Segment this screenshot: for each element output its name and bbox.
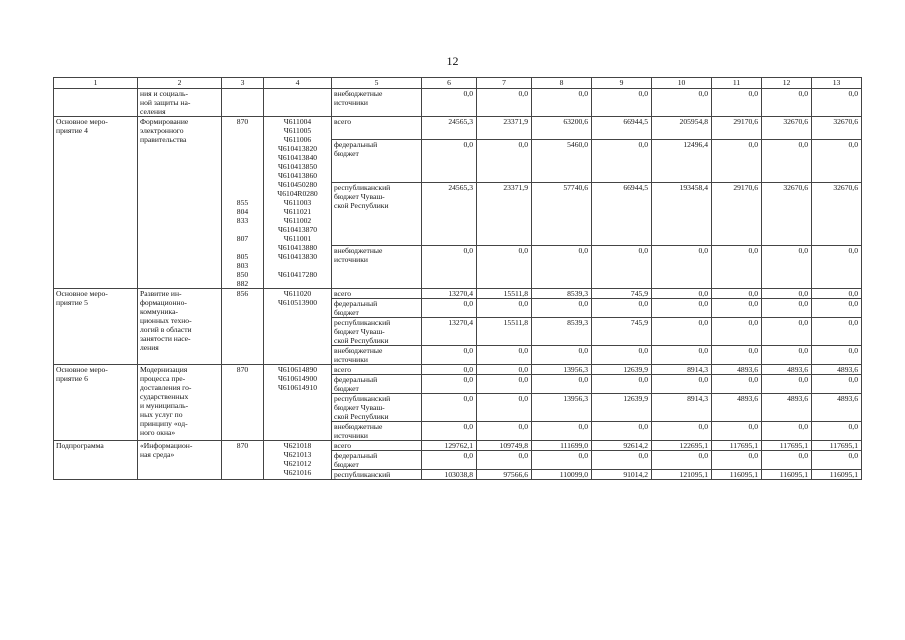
table-row bbox=[54, 441, 862, 451]
funding-value: 4893,6 bbox=[762, 365, 812, 375]
funding-value: 5460,0 bbox=[532, 139, 592, 182]
funding-value: 0,0 bbox=[712, 245, 762, 288]
funding-value: 0,0 bbox=[592, 346, 652, 365]
funding-source: республиканский бюджет Чуваш- ской Республики bbox=[332, 182, 422, 245]
table-row bbox=[54, 89, 862, 117]
column-header: 12 bbox=[762, 78, 812, 89]
funding-value: 0,0 bbox=[652, 318, 712, 346]
budget-classification-code bbox=[264, 89, 332, 117]
funding-value: 0,0 bbox=[422, 394, 477, 422]
funding-value: 0,0 bbox=[477, 346, 532, 365]
funding-value: 0,0 bbox=[422, 365, 477, 375]
funding-value: 8914,3 bbox=[652, 365, 712, 375]
funding-value: 0,0 bbox=[812, 245, 862, 288]
funding-value: 0,0 bbox=[652, 299, 712, 318]
funding-value: 8539,3 bbox=[532, 318, 592, 346]
funding-value: 0,0 bbox=[812, 289, 862, 299]
funding-value: 0,0 bbox=[532, 245, 592, 288]
funding-value: 0,0 bbox=[422, 299, 477, 318]
budget-classification-code: Ч621018 Ч621013 Ч621012 Ч621016 bbox=[264, 441, 332, 480]
funding-value: 0,0 bbox=[712, 289, 762, 299]
funding-value: 0,0 bbox=[477, 299, 532, 318]
funding-value: 92614,2 bbox=[592, 441, 652, 451]
funding-value: 0,0 bbox=[652, 451, 712, 470]
funding-value: 0,0 bbox=[762, 139, 812, 182]
funding-source: федеральный бюджет bbox=[332, 139, 422, 182]
funding-source: всего bbox=[332, 441, 422, 451]
measure-description: «Информацион- ная среда» bbox=[138, 441, 222, 480]
funding-value: 0,0 bbox=[712, 422, 762, 441]
funding-value: 13956,3 bbox=[532, 394, 592, 422]
header-row bbox=[54, 78, 862, 89]
budget-table bbox=[53, 77, 862, 480]
funding-value: 0,0 bbox=[592, 451, 652, 470]
funding-value: 0,0 bbox=[532, 299, 592, 318]
budget-classification-code: Ч611004 Ч611005 Ч611006 Ч610413820 Ч610413840 Ч610413850 Ч610413860 Ч610450280 Ч6104R0280 Ч611003 Ч611021 Ч611002 Ч610413870 Ч611001 Ч610413880 Ч610413830 Ч610417280 bbox=[264, 117, 332, 289]
funding-value: 0,0 bbox=[812, 139, 862, 182]
funding-source: федеральный бюджет bbox=[332, 299, 422, 318]
funding-value: 0,0 bbox=[762, 299, 812, 318]
funding-value: 8539,3 bbox=[532, 289, 592, 299]
budget-classification-code: Ч610614890 Ч610614900 Ч610614910 bbox=[264, 365, 332, 441]
measure-name: Подпрограмма bbox=[54, 441, 138, 480]
funding-value: 0,0 bbox=[592, 422, 652, 441]
funding-value: 121095,1 bbox=[652, 470, 712, 480]
column-header: 10 bbox=[652, 78, 712, 89]
funding-value: 745,9 bbox=[592, 318, 652, 346]
funding-value: 13270,4 bbox=[422, 289, 477, 299]
measure-name bbox=[54, 89, 138, 117]
column-header: 8 bbox=[532, 78, 592, 89]
column-header: 6 bbox=[422, 78, 477, 89]
funding-source: федеральный бюджет bbox=[332, 375, 422, 394]
funding-value: 0,0 bbox=[422, 346, 477, 365]
funding-value: 117695,1 bbox=[712, 441, 762, 451]
funding-value: 0,0 bbox=[762, 89, 812, 117]
funding-value: 12639,9 bbox=[592, 365, 652, 375]
column-header: 5 bbox=[332, 78, 422, 89]
funding-value: 0,0 bbox=[812, 451, 862, 470]
funding-value: 15511,8 bbox=[477, 318, 532, 346]
funding-value: 24565,3 bbox=[422, 182, 477, 245]
funding-value: 0,0 bbox=[592, 89, 652, 117]
funding-value: 0,0 bbox=[592, 299, 652, 318]
column-header: 2 bbox=[138, 78, 222, 89]
funding-value: 0,0 bbox=[762, 375, 812, 394]
funding-source: всего bbox=[332, 365, 422, 375]
funding-value: 0,0 bbox=[652, 422, 712, 441]
funding-value: 111699,0 bbox=[532, 441, 592, 451]
funding-value: 13956,3 bbox=[532, 365, 592, 375]
funding-value: 0,0 bbox=[762, 318, 812, 346]
funding-value: 0,0 bbox=[812, 89, 862, 117]
funding-source: республиканский бюджет Чуваш- ской Республики bbox=[332, 394, 422, 422]
measure-description: Формирование электронного правительства bbox=[138, 117, 222, 289]
funding-value: 0,0 bbox=[762, 346, 812, 365]
funding-value: 4893,6 bbox=[812, 394, 862, 422]
funding-value: 0,0 bbox=[712, 346, 762, 365]
funding-value: 0,0 bbox=[762, 422, 812, 441]
executor-code bbox=[222, 89, 264, 117]
column-header: 9 bbox=[592, 78, 652, 89]
funding-value: 4893,6 bbox=[762, 394, 812, 422]
funding-source: внебюджетные источники bbox=[332, 346, 422, 365]
funding-value: 0,0 bbox=[532, 346, 592, 365]
funding-source: внебюджетные источники bbox=[332, 89, 422, 117]
executor-code: 870 bbox=[222, 441, 264, 480]
funding-value: 63200,6 bbox=[532, 117, 592, 140]
measure-name: Основное меро- приятие 4 bbox=[54, 117, 138, 289]
funding-value: 0,0 bbox=[812, 375, 862, 394]
funding-value: 0,0 bbox=[477, 139, 532, 182]
funding-value: 0,0 bbox=[477, 375, 532, 394]
funding-value: 0,0 bbox=[712, 318, 762, 346]
funding-value: 122695,1 bbox=[652, 441, 712, 451]
table-row bbox=[54, 289, 862, 299]
executor-code: 870 855 804 833 807 805 803 850 882 bbox=[222, 117, 264, 289]
funding-value: 117695,1 bbox=[812, 441, 862, 451]
measure-description: Развитие ин- формационно- коммуника- ционных техно- логий в области занятости насе- ления bbox=[138, 289, 222, 365]
funding-source: федеральный бюджет bbox=[332, 451, 422, 470]
funding-value: 0,0 bbox=[477, 245, 532, 288]
funding-value: 117695,1 bbox=[762, 441, 812, 451]
funding-value: 0,0 bbox=[712, 139, 762, 182]
funding-value: 32670,6 bbox=[812, 182, 862, 245]
funding-value: 0,0 bbox=[422, 451, 477, 470]
funding-value: 116095,1 bbox=[762, 470, 812, 480]
funding-value: 8914,3 bbox=[652, 394, 712, 422]
funding-source: республиканский бюджет Чуваш- ской Республики bbox=[332, 318, 422, 346]
funding-value: 109749,8 bbox=[477, 441, 532, 451]
measure-name: Основное меро- приятие 5 bbox=[54, 289, 138, 365]
funding-value: 0,0 bbox=[532, 451, 592, 470]
funding-value: 205954,8 bbox=[652, 117, 712, 140]
funding-value: 32670,6 bbox=[812, 117, 862, 140]
funding-value: 24565,3 bbox=[422, 117, 477, 140]
funding-value: 116095,1 bbox=[812, 470, 862, 480]
funding-value: 12496,4 bbox=[652, 139, 712, 182]
funding-value: 0,0 bbox=[422, 139, 477, 182]
funding-value: 4893,6 bbox=[812, 365, 862, 375]
column-header: 3 bbox=[222, 78, 264, 89]
funding-value: 0,0 bbox=[812, 346, 862, 365]
funding-value: 32670,6 bbox=[762, 182, 812, 245]
funding-value: 110099,0 bbox=[532, 470, 592, 480]
funding-value: 0,0 bbox=[652, 245, 712, 288]
funding-value: 13270,4 bbox=[422, 318, 477, 346]
funding-value: 29170,6 bbox=[712, 182, 762, 245]
table-row bbox=[54, 117, 862, 140]
funding-value: 0,0 bbox=[762, 451, 812, 470]
funding-value: 116095,1 bbox=[712, 470, 762, 480]
funding-value: 0,0 bbox=[477, 451, 532, 470]
funding-value: 15511,8 bbox=[477, 289, 532, 299]
funding-value: 23371,9 bbox=[477, 117, 532, 140]
measure-description: ния и социаль- ной защиты на- селения bbox=[138, 89, 222, 117]
funding-value: 0,0 bbox=[812, 318, 862, 346]
funding-value: 0,0 bbox=[652, 346, 712, 365]
funding-value: 0,0 bbox=[762, 245, 812, 288]
funding-value: 103038,8 bbox=[422, 470, 477, 480]
funding-source: всего bbox=[332, 117, 422, 140]
funding-source: внебюджетные источники bbox=[332, 245, 422, 288]
page-number: 12 bbox=[446, 54, 459, 68]
funding-value: 0,0 bbox=[477, 89, 532, 117]
funding-value: 0,0 bbox=[652, 89, 712, 117]
column-header: 13 bbox=[812, 78, 862, 89]
column-header: 1 bbox=[54, 78, 138, 89]
funding-value: 12639,9 bbox=[592, 394, 652, 422]
funding-value: 0,0 bbox=[532, 89, 592, 117]
funding-value: 4893,6 bbox=[712, 365, 762, 375]
funding-value: 0,0 bbox=[712, 451, 762, 470]
column-header: 7 bbox=[477, 78, 532, 89]
executor-code: 856 bbox=[222, 289, 264, 365]
budget-classification-code: Ч611020 Ч610513900 bbox=[264, 289, 332, 365]
funding-value: 0,0 bbox=[592, 139, 652, 182]
funding-value: 23371,9 bbox=[477, 182, 532, 245]
table-row bbox=[54, 365, 862, 375]
funding-value: 745,9 bbox=[592, 289, 652, 299]
column-header: 4 bbox=[264, 78, 332, 89]
funding-value: 193458,4 bbox=[652, 182, 712, 245]
column-header: 11 bbox=[712, 78, 762, 89]
funding-value: 29170,6 bbox=[712, 117, 762, 140]
funding-value: 0,0 bbox=[812, 299, 862, 318]
funding-value: 0,0 bbox=[592, 245, 652, 288]
funding-value: 0,0 bbox=[532, 375, 592, 394]
funding-value: 0,0 bbox=[477, 422, 532, 441]
measure-description: Модернизация процесса пре- доставления го- сударственных и муниципаль- ных услуг по принципу «од- ного окна» bbox=[138, 365, 222, 441]
funding-value: 0,0 bbox=[422, 89, 477, 117]
funding-value: 0,0 bbox=[762, 289, 812, 299]
funding-source: внебюджетные источники bbox=[332, 422, 422, 441]
funding-value: 57740,6 bbox=[532, 182, 592, 245]
funding-source: республиканский bbox=[332, 470, 422, 480]
funding-value: 0,0 bbox=[712, 89, 762, 117]
executor-code: 870 bbox=[222, 365, 264, 441]
funding-value: 0,0 bbox=[477, 394, 532, 422]
funding-value: 0,0 bbox=[592, 375, 652, 394]
funding-value: 0,0 bbox=[712, 299, 762, 318]
funding-value: 129762,1 bbox=[422, 441, 477, 451]
measure-name: Основное меро- приятие 6 bbox=[54, 365, 138, 441]
funding-value: 0,0 bbox=[812, 422, 862, 441]
funding-value: 97566,6 bbox=[477, 470, 532, 480]
funding-value: 0,0 bbox=[422, 422, 477, 441]
funding-value: 0,0 bbox=[652, 375, 712, 394]
funding-value: 0,0 bbox=[712, 375, 762, 394]
funding-value: 0,0 bbox=[652, 289, 712, 299]
funding-source: всего bbox=[332, 289, 422, 299]
funding-value: 0,0 bbox=[477, 365, 532, 375]
funding-value: 66944,5 bbox=[592, 117, 652, 140]
funding-value: 66944,5 bbox=[592, 182, 652, 245]
funding-value: 0,0 bbox=[422, 245, 477, 288]
funding-value: 4893,6 bbox=[712, 394, 762, 422]
funding-value: 91014,2 bbox=[592, 470, 652, 480]
funding-value: 32670,6 bbox=[762, 117, 812, 140]
funding-value: 0,0 bbox=[532, 422, 592, 441]
funding-value: 0,0 bbox=[422, 375, 477, 394]
